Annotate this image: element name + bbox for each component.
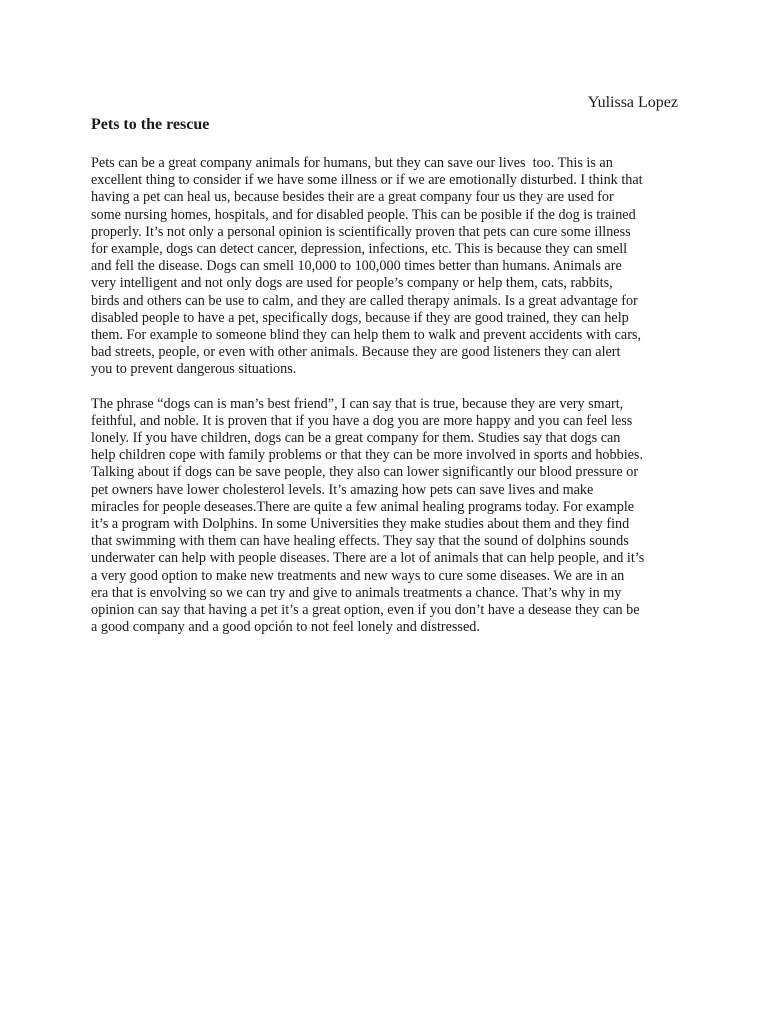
text-line: for example, dogs can detect cancer, depression, infections, etc. This is because they can smell xyxy=(91,241,628,258)
text-line: underwater can help with people diseases. There are a lot of animals that can help people, and it’s xyxy=(91,550,645,567)
text-line: a very good option to make new treatments and new ways to cure some diseases. We are in an xyxy=(91,567,625,584)
text-line: miracles for people deseases.There are quite a few animal healing programs today. For example xyxy=(91,498,635,515)
text-line: era that is envolving so we can try and give to animals treatments a chance. That’s why in my xyxy=(91,584,622,601)
text-line: and fell the disease. Dogs can smell 10,000 to 100,000 times better than humans. Animals are xyxy=(91,258,622,275)
text-line: very intelligent and not only dogs are used for people’s company or help them, cats, rabbits, xyxy=(91,275,613,292)
text-line: birds and others can be use to calm, and they are called therapy animals. Is a great advantage for xyxy=(91,292,638,309)
text-line: bad streets, people, or even with other animals. Because they are good listeners they can alert xyxy=(91,344,621,361)
text-line: help children cope with family problems or that they can be more involved in sports and hobbies. xyxy=(91,447,643,464)
paragraph-1 xyxy=(91,155,691,379)
text-line: pet owners have lower cholesterol levels. It’s amazing how pets can save lives and make xyxy=(91,481,594,498)
text-line: a good company and a good opción to not feel lonely and distressed. xyxy=(91,619,480,636)
text-line: lonely. If you have children, dogs can be a great company for them. Studies say that dogs can xyxy=(91,430,621,447)
text-line: having a pet can heal us, because besides their are a great company four us they are used for xyxy=(91,189,614,206)
document-body xyxy=(91,155,691,636)
author-name: Yulissa Lopez xyxy=(587,94,678,111)
text-line: some nursing homes, hospitals, and for disabled people. This can be posible if the dog is trained xyxy=(91,206,636,223)
text-line: opinion can say that having a pet it’s a great option, even if you don’t have a desease they can be xyxy=(91,602,640,619)
text-line: properly. It’s not only a personal opinion is scientifically proven that pets can cure some illness xyxy=(91,223,631,240)
text-line: Talking about if dogs can be save people, they also can lower significantly our blood pressure or xyxy=(91,464,639,481)
text-line: excellent thing to consider if we have some illness or if we are emotionally disturbed. I think that xyxy=(91,172,643,189)
text-line: The phrase “dogs can is man’s best friend”, I can say that is true, because they are very smart, xyxy=(91,395,624,412)
text-line: them. For example to someone blind they can help them to walk and prevent accidents with cars, xyxy=(91,327,642,344)
document-title: Pets to the rescue xyxy=(91,116,210,133)
text-line: disabled people to have a pet, specifically dogs, because if they are good trained, they can help xyxy=(91,309,629,326)
text-line: feithful, and noble. It is proven that if you have a dog you are more happy and you can feel less xyxy=(91,412,633,429)
text-line: you to prevent dangerous situations. xyxy=(91,361,297,378)
text-line: Pets can be a great company animals for humans, but they can save our lives too. This is an xyxy=(91,155,613,171)
text-line: that swimming with them can have healing effects. They say that the sound of dolphins sounds xyxy=(91,533,629,550)
paragraph-spacer xyxy=(91,379,691,396)
text-line: it’s a program with Dolphins. In some Universities they make studies about them and they find xyxy=(91,516,630,533)
paragraph-2 xyxy=(91,396,691,637)
